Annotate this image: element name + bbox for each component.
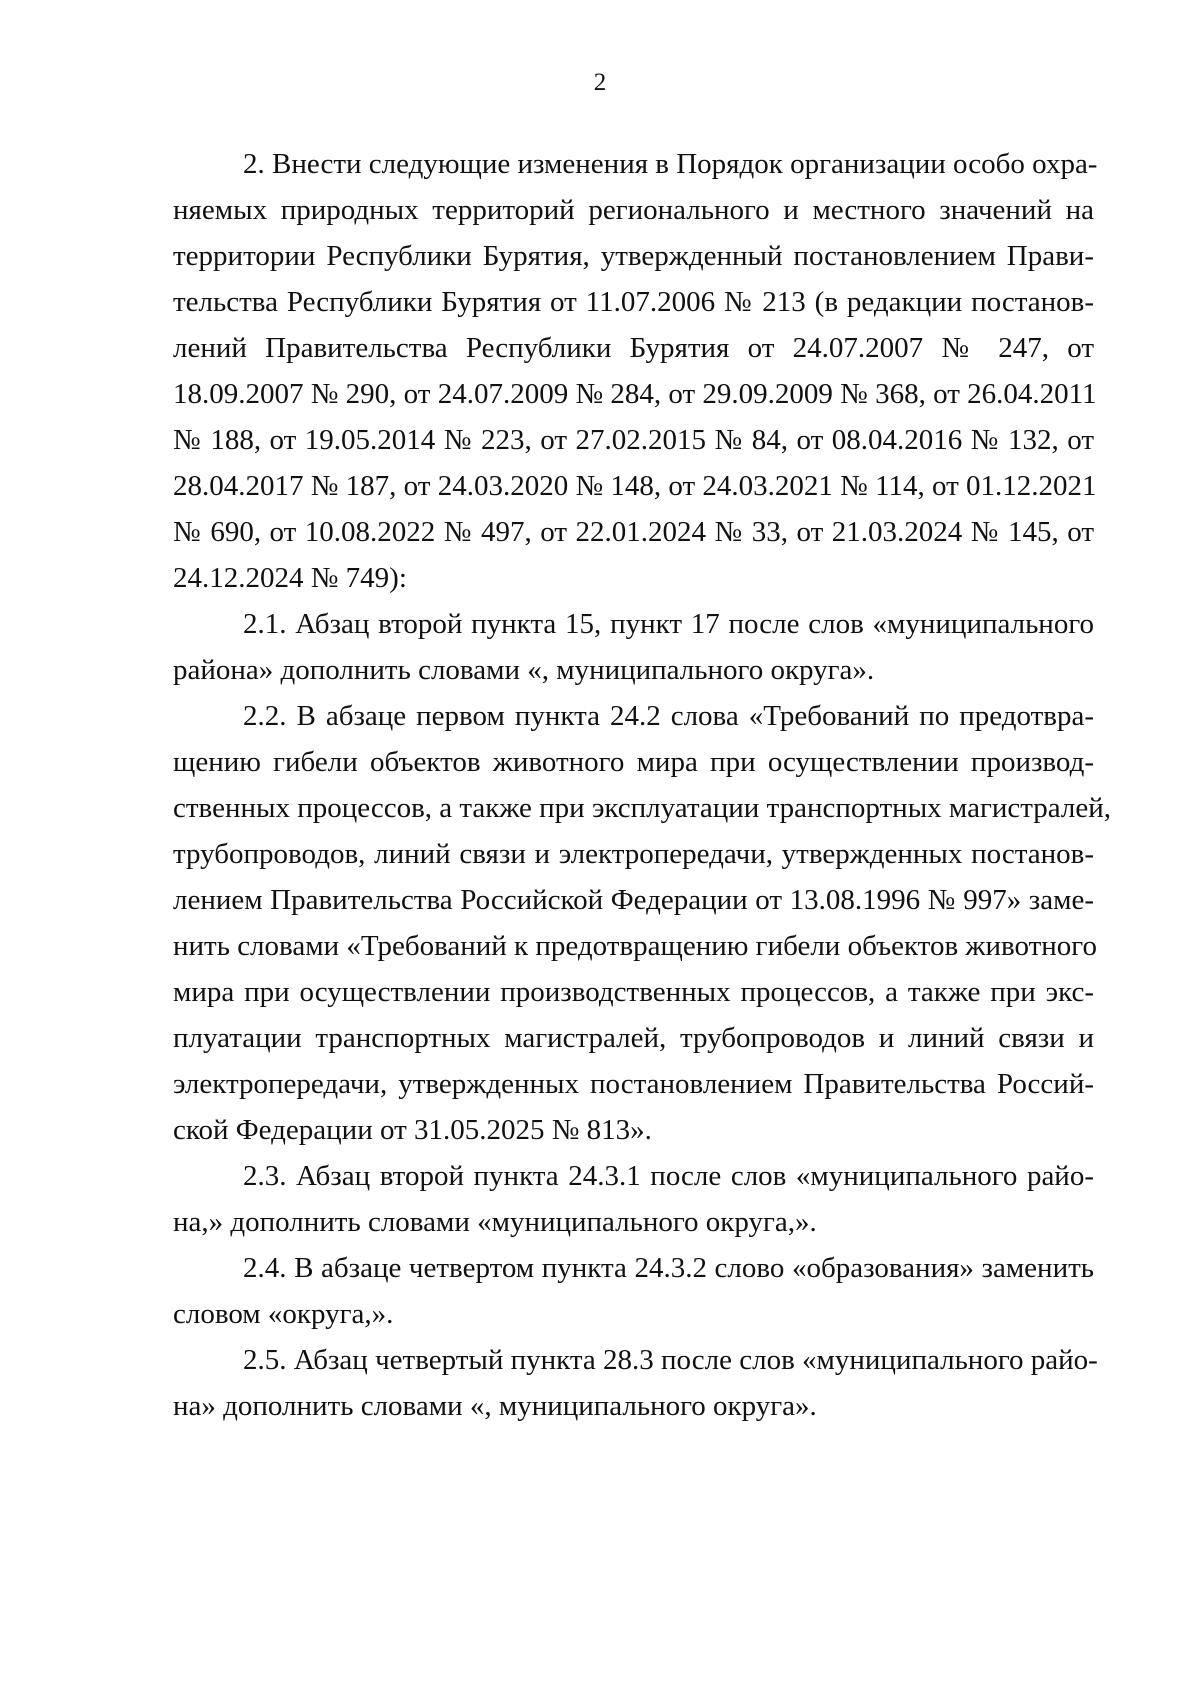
text-line: 2.3. Абзац второй пункта 24.3.1 после слов «муниципального райо- (243, 1160, 1094, 1192)
text-line: № 690, от 10.08.2022 № 497, от 22.01.2024 № 33, от 21.03.2024 № 145, от (173, 516, 1094, 548)
paragraph-2 (173, 141, 1098, 601)
text-line: няемых природных территорий регионального и местного значений на (173, 194, 1094, 226)
text-line: плуатации транспортных магистралей, трубопроводов и линий связи и (173, 1022, 1094, 1054)
text-line: тельства Республики Бурятия от 11.07.2006 № 213 (в редакции постанов- (173, 286, 1094, 318)
text-line: щению гибели объектов животного мира при осуществлении производ- (173, 746, 1094, 778)
document-body (173, 141, 1112, 1429)
text-line: словом «округа,». (173, 1298, 394, 1330)
text-line: 18.09.2007 № 290, от 24.07.2009 № 284, от 29.09.2009 № 368, от 26.04.2011 (173, 378, 1097, 410)
text-line: электропередачи, утвержденных постановлением Правительства Россий- (173, 1068, 1094, 1100)
text-line: нить словами «Требований к предотвращению гибели объектов животного (173, 930, 1097, 962)
text-line: 2.5. Абзац четвертый пункта 28.3 после слов «муниципального райо- (243, 1344, 1098, 1376)
paragraph-2-4 (173, 1245, 1094, 1337)
text-line: трубопроводов, линий связи и электропередачи, утвержденных постанов- (173, 838, 1094, 870)
paragraph-2-2 (173, 693, 1112, 1153)
text-line: 28.04.2017 № 187, от 24.03.2020 № 148, от 24.03.2021 № 114, от 01.12.2021 (173, 470, 1097, 502)
text-line: территории Республики Бурятия, утвержденный постановлением Прави- (173, 240, 1094, 272)
paragraph-2-5 (173, 1337, 1098, 1429)
paragraph-2-1 (173, 601, 1094, 693)
text-line: 2.1. Абзац второй пункта 15, пункт 17 после слов «муниципального (243, 608, 1094, 640)
paragraph-2-3 (173, 1153, 1094, 1245)
text-line: лением Правительства Российской Федерации от 13.08.1996 № 997» заме- (173, 884, 1094, 916)
text-line: 2.2. В абзаце первом пункта 24.2 слова «Требований по предотвра- (243, 700, 1094, 732)
text-line: ской Федерации от 31.05.2025 № 813». (173, 1114, 652, 1146)
text-line: 2. Внести следующие изменения в Порядок организации особо охра- (243, 148, 1098, 180)
text-line: района» дополнить словами «, муниципального округа». (173, 654, 875, 686)
text-line: на» дополнить словами «, муниципального округа». (173, 1390, 817, 1422)
text-line: № 188, от 19.05.2014 № 223, от 27.02.2015 № 84, от 08.04.2016 № 132, от (173, 424, 1094, 456)
page-number: 2 (593, 69, 607, 96)
text-line: на,» дополнить словами «муниципального округа,». (173, 1206, 817, 1238)
text-line: лений Правительства Республики Бурятия от 24.07.2007 № 247, от (173, 332, 1094, 364)
text-line: мира при осуществлении производственных процессов, а также при экс- (173, 976, 1094, 1008)
text-line: 2.4. В абзаце четвертом пункта 24.3.2 слово «образования» заменить (243, 1252, 1094, 1284)
text-line: 24.12.2024 № 749): (173, 562, 407, 594)
text-line: ственных процессов, а также при эксплуатации транспортных магистралей, (173, 792, 1112, 824)
